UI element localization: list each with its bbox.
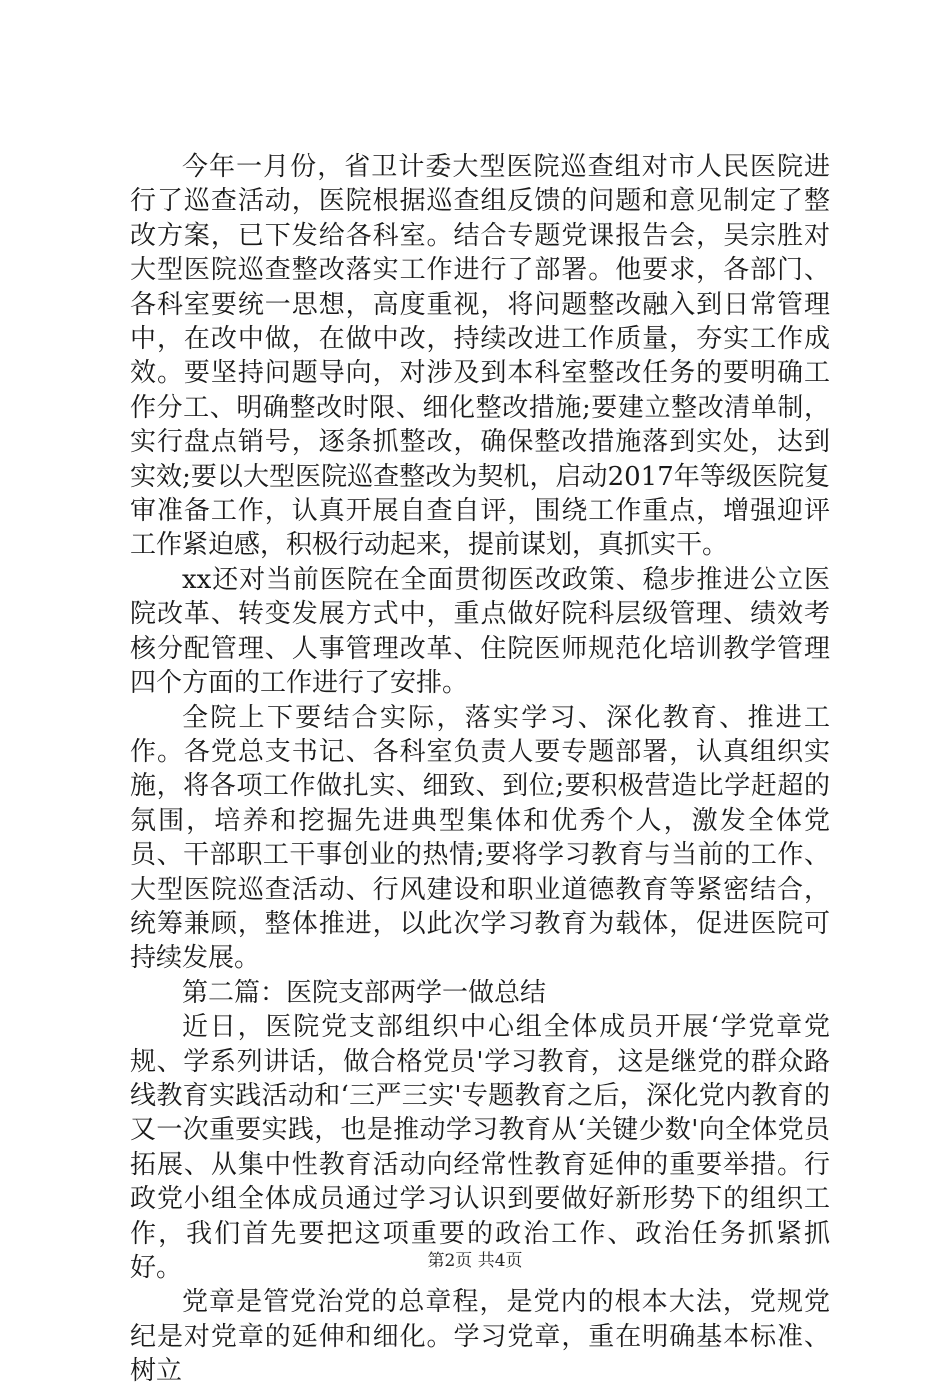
document-body: [130, 150, 830, 1389]
paragraph-inspection-rectification: 今年一月份，省卫计委大型医院巡查组对市人民医院进行了巡查活动，医院根据巡查组反馈的问题和意见制定了整改方案，已下发给各科室。结合专题党课报告会，吴宗胜对大型医院巡查整改落实工作进行了部署。他要求，各部门、各科室要统一思想，高度重视，将问题整改融入到日常管理中，在改中做，在做中改，持续改进工作质量，夯实工作成效。要坚持问题导向，对涉及到本科室整改任务的要明确工作分工、明确整改时限、细化整改措施;要建立整改清单制，实行盘点销号，逐条抓整改，确保整改措施落到实处，达到实效;要以大型医院巡查整改为契机，启动2017年等级医院复审准备工作，认真开展自查自评，围绕工作重点，增强迎评工作紧迫感，积极行动起来，提前谋划，真抓实干。: [130, 152, 830, 561]
page-number-footer: 第2页 共4页: [427, 1251, 523, 1271]
paragraph-party-constitution: 党章是管党治党的总章程，是党内的根本大法，党规党纪是对党章的延伸和细化。学习党章，重在明确基本标准、树立: [130, 1287, 830, 1387]
section-heading: 第二篇：医院支部两学一做总结: [182, 977, 547, 1008]
paragraph-medical-reform-arrangements: xx还对当前医院在全面贯彻医改政策、稳步推进公立医院改革、转变发展方式中，重点做好院科层级管理、绩效考核分配管理、人事管理改革、住院医师规范化培训教学管理四个方面的工作进行了安排。: [130, 564, 830, 699]
paragraph-hospital-wide-implementation: 全院上下要结合实际，落实学习、深化教育、推进工作。各党总支书记、各科室负责人要专题部署，认真组织实施，将各项工作做扎实、细致、到位;要积极营造比学赶超的氛围，培养和挖掘先进典型集体和优秀个人，激发全体党员、干部职工干事创业的热情;要将学习教育与当前的工作、大型医院巡查活动、行风建设和职业道德教育等紧密结合，统筹兼顾，整体推进，以此次学习教育为载体，促进医院可持续发展。: [130, 702, 830, 974]
paragraph-party-branch-study: 近日，医院党支部组织中心组全体成员开展‘学党章党规、学系列讲话，做合格党员'学习教育，这是继党的群众路线教育实践活动和‘三严三实'专题教育之后，深化党内教育的又一次重要实践，也是推动学习教育从‘关键少数'向全体党员拓展、从集中性教育活动向经常性教育延伸的重要举措。行政党小组全体成员通过学习认识到要做好新形势下的组织工作，我们首先要把这项重要的政治工作、政治任务抓紧抓好。: [130, 1012, 830, 1283]
